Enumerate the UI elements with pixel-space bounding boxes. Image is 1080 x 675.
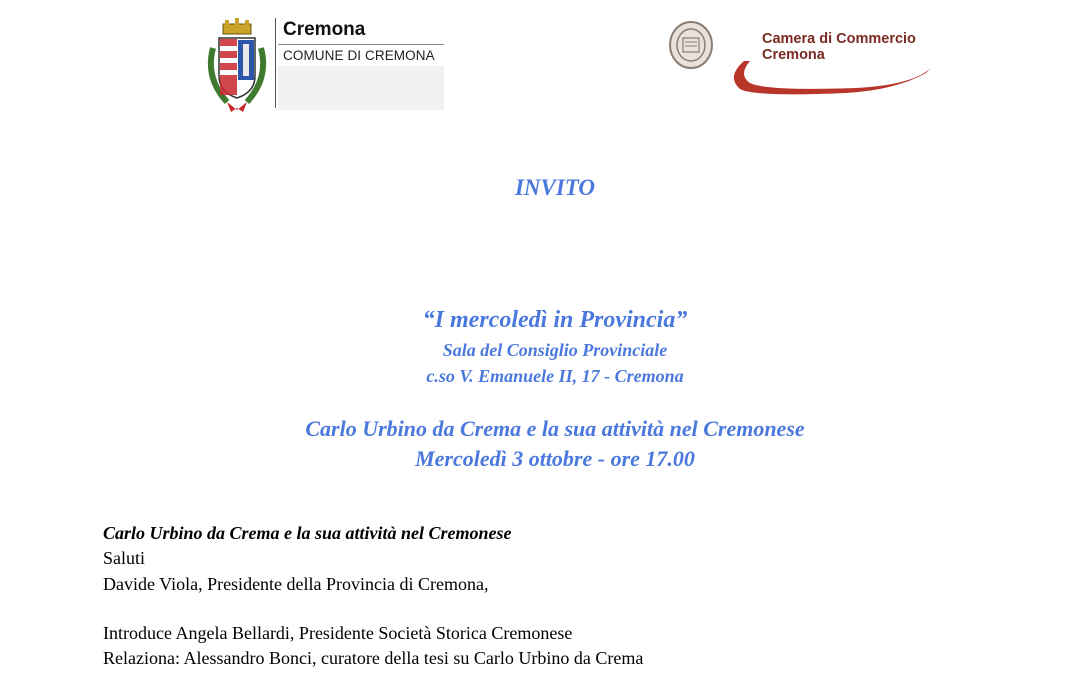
camera-commercio-seal-icon <box>668 20 714 70</box>
logo-divider <box>275 18 276 108</box>
event-venue: Sala del Consiglio Provinciale <box>442 340 668 360</box>
talk-date-time: Mercoledì 3 ottobre - ore 17.00 <box>415 446 695 471</box>
camera-swoosh-icon <box>726 55 936 100</box>
comune-logo-subtitle: COMUNE DI CREMONA <box>283 48 435 63</box>
cremona-coat-of-arms-icon <box>205 18 269 114</box>
program-intro: Introduce Angela Bellardi, Presidente Società Storica Cremonese <box>103 623 573 643</box>
program-relazione: Relaziona: Alessandro Bonci, curatore della tesi su Carlo Urbino da Crema <box>103 648 644 668</box>
program-title: Carlo Urbino da Crema e la sua attività nel Cremonese <box>103 523 512 543</box>
event-address: c.so V. Emanuele II, 17 - Cremona <box>426 366 684 386</box>
event-series-title: “I mercoledì in Provincia” <box>422 307 688 333</box>
logo-band <box>278 66 444 110</box>
talk-title: Carlo Urbino da Crema e la sua attività nel Cremonese <box>305 416 805 441</box>
comune-logo-name: Cremona <box>283 19 366 40</box>
program-saluti: Saluti <box>103 548 146 568</box>
camera-logo-line2: Cremona <box>762 47 825 63</box>
program-speaker-viola: Davide Viola, Presidente della Provincia di Cremona, <box>103 574 489 594</box>
comune-logo-rule <box>278 44 444 45</box>
camera-logo-line1: Camera di Commercio <box>762 31 916 47</box>
invitation-heading: INVITO <box>514 175 596 200</box>
